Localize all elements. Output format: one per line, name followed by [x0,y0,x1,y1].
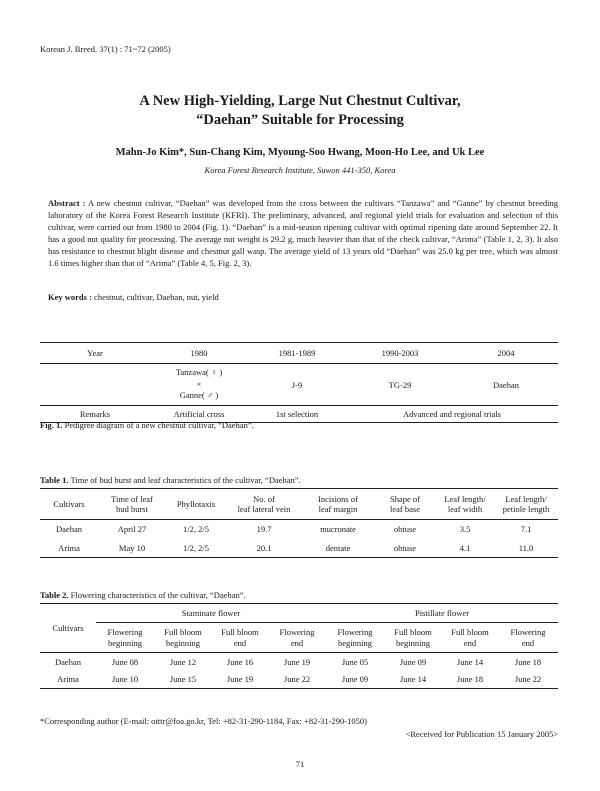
abstract [48,197,558,270]
pedigree-generation-row [40,364,558,406]
figure-caption [40,420,254,430]
table2-header-cell: Flowering beginning [326,623,384,653]
pedigree-header-row [40,343,558,364]
table1-header-cell: Leaf length/ petiole length [494,489,558,520]
table2-group-row [40,604,558,623]
corresponding-author-footnote: *Corresponding author (E-mail: otttr@foa.go.kr, Tel: +82-31-290-1184, Fax: +82-31-290-1050) [40,716,367,726]
table-row [40,539,558,558]
received-date: <Received for Publication 15 January 2005> [405,729,558,739]
parental-cross [150,364,248,406]
table1-caption [40,475,301,485]
table1-caption-text: Time of bud burst and leaf characteristics of the cultivar, “Daehan”. [70,475,301,485]
pedigree-header-cell: Year [40,343,150,364]
cultivar-name: Daehan [493,379,519,390]
table2-caption-text: Flowering characteristics of the cultivar, “Daehan”. [70,590,246,600]
pistillate-group-header: Pistillate flower [326,604,558,623]
table-cell: 1/2, 2/5 [183,524,209,535]
table-row [40,520,558,539]
table2-caption [40,590,246,600]
table-cell: June 22 [498,671,558,689]
table2-header-cell: Full bloom beginning [384,623,442,653]
table-cell: 1/2, 2/5 [166,539,226,558]
table1-header-row [40,489,558,520]
table-cell: June 22 [268,671,326,689]
table-cell: Daehan [56,524,82,535]
keywords [48,292,558,302]
table-cell: June 15 [154,671,212,689]
remark-cell: 1st selection [248,406,346,423]
table-cell: 19.7 [256,524,272,535]
figure-caption-text: Pedigree diagram of a new chestnut cultivar, “Daehan”. [64,420,254,430]
table-cell: mucronate [320,524,356,535]
table1-header-cell: Shape of leaf base [374,489,436,520]
table-cell: June 08 [111,656,139,667]
pedigree-header-cell: 1990-2003 [346,343,454,364]
table-cell: June 12 [169,656,197,667]
table2-header-cell: Full bloom end [442,623,498,653]
table-cell: 3.5 [459,524,471,535]
page-number: 71 [295,759,305,769]
table2-header-cell: Flowering end [268,623,326,653]
table-cell: June 19 [283,656,311,667]
table2-header-cell: Flowering end [498,623,558,653]
table-cell: 7.1 [520,524,532,535]
table-cell: obtuse [374,539,436,558]
table-cell: April 27 [117,524,147,535]
table-cell: May 10 [98,539,166,558]
table-cell: dentate [302,539,374,558]
title-line-2: “Daehan” Suitable for Processing [196,112,404,128]
cross-symbol: × [196,378,202,389]
table-row [40,653,558,671]
table1-header-cell: Time of leaf bud burst [98,489,166,520]
table-cell: June 19 [212,671,268,689]
table1-header-cell: No. of leaf lateral vein [226,489,302,520]
table1-header-cell: Phyllotaxis [166,489,226,520]
table-row [40,671,558,689]
table2-header-cell: Full bloom beginning [154,623,212,653]
pedigree-header-cell: 1980 [150,343,248,364]
table-cell: 4.1 [436,539,494,558]
table-cell: 20.1 [226,539,302,558]
journal-citation: Korean J. Breed. 37(1) : 71~72 (2005) [40,44,171,54]
table-cell: Arima [40,671,96,689]
table1-header-cell: Leaf length/ leaf width [436,489,494,520]
table2-header-cell: Flowering beginning [96,623,154,653]
table-cell: 11.0 [494,539,558,558]
abstract-text: A new chestnut cultivar, “Daehan” was developed from the cross between the cultivars “Tanzawa” and “Ganne” by chestnut breeding laboratory of the Korea Forest Research Institute (KFRI). The preliminary, advanced, and regional yield trials for evaluation and selection of this cultivar, were carried out from 1980 to 2004 (Fig. 1). “Daehan” is a mid-season ripening cultivar with optimal ripening date around September 22. It has a good nut quality for processing. The average nut weight is 29.2 g, much heavier than that of the check cultivar, “Arima” (Table 1, 2, 3). It also has resistance to chestnut blight disease and chestnut gall wasp. The average yield of 13 years old “Daehan” was 25.0 kg per tree, which was almost 1.6 times higher than that of “Arima” (Table 4, 5, Fig. 2, 3). [48,198,559,269]
female-parent: Tanzawa( ♀ ) [175,367,223,378]
selection-line: TG-29 [388,379,412,390]
table1-header-cell: Incisions of leaf margin [302,489,374,520]
table1-header-cell: Cultivars [40,489,98,520]
table-cell: June 05 [341,656,369,667]
table-cell: June 14 [456,656,484,667]
staminate-group-header: Staminate flower [96,604,326,623]
pedigree-header-cell: 1981-1989 [248,343,346,364]
remarks-label: Remarks [40,406,150,423]
table-cell: June 10 [96,671,154,689]
keywords-text: chestnut, cultivar, Daehan, nut, yield [94,292,219,302]
selection-line: J-9 [291,379,303,390]
table2 [40,603,558,689]
table-cell: Daehan [55,656,81,667]
affiliation: Korea Forest Research Institute, Suwon 441-350, Korea [204,165,396,175]
keywords-label: Key words : [48,292,92,302]
author-list: Mahn-Jo Kim*, Sun-Chang Kim, Myoung-Soo Hwang, Moon-Ho Lee, and Uk Lee [115,147,485,158]
table2-header-row [40,623,558,653]
remark-cell: Artificial cross [150,406,248,423]
paper-title [0,92,600,130]
pedigree-header-cell: 2004 [454,343,558,364]
table2-header-cell: Full bloom end [212,623,268,653]
table-cell: June 18 [514,656,542,667]
pedigree-diagram [40,342,558,423]
table-cell: obtuse [393,524,417,535]
table-cell: June 09 [326,671,384,689]
table-cell: Arima [40,539,98,558]
table2-caption-label: Table 2. [40,590,69,600]
figure-caption-label: Fig. 1. [40,420,63,430]
table-cell: June 14 [384,671,442,689]
table1-caption-label: Table 1. [40,475,69,485]
male-parent: Ganne( ♂ ) [179,390,219,401]
table-cell: June 09 [399,656,427,667]
title-line-1: A New High-Yielding, Large Nut Chestnut Cultivar, [139,93,461,109]
abstract-label: Abstract : [48,198,86,208]
table1 [40,488,558,558]
table-cell: June 16 [226,656,254,667]
remark-cell: Advanced and regional trials [346,406,558,423]
table2-cultivars-header: Cultivars [40,604,96,653]
table-cell: June 18 [442,671,498,689]
